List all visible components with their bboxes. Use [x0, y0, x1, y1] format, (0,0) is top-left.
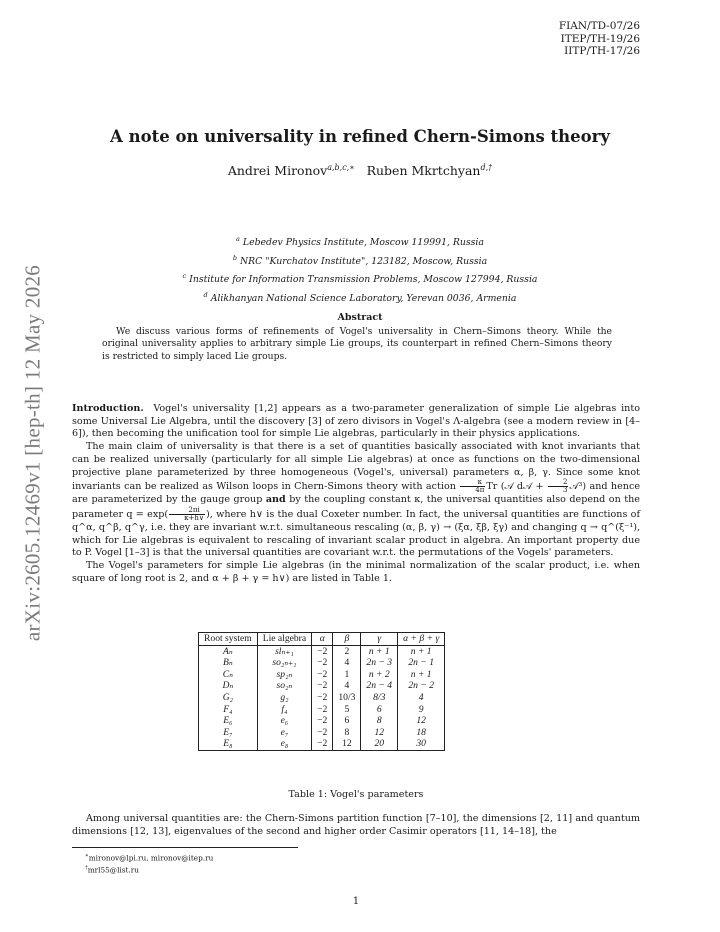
paragraph-text: Vogel's universality [1,2] appears as a two-parameter generalization of simple Lie algebras into some Universal Lie Algebra, until the discovery [3] of zero divisors in Vogel's Λ-algebra (see a modern review in [4–6]), then becoming the unification tool for simple Lie algebras, particularly in their physics applications.	[72, 403, 640, 440]
table-row	[199, 669, 445, 681]
table-cell: 1	[333, 669, 361, 681]
preprint-numbers	[559, 20, 640, 58]
table-cell: so₂ₙ	[257, 680, 311, 692]
paragraph-text: , where h∨ is the dual Coxeter number. In fact, the universal quantities are functions of q^α, q^β, q^γ, i.e. they are invariant w.r.t. simultaneous rescaling (α, β, γ) → (ξα, ξβ, ξγ) and changing q → q^(ξ⁻¹), which for Lie algebras is equivalent to rescaling of invariant scalar product in algebra. An important property due to P. Vogel [1–3] is that the universal quantities are covariant w.r.t. the permutations of the Vogels' parameters.	[72, 508, 640, 559]
fraction-q	[169, 507, 205, 522]
emphasis: and	[265, 494, 286, 506]
affiliation-mark: a	[236, 235, 240, 243]
table-cell: G₂	[199, 692, 258, 704]
table-cell: 8	[333, 727, 361, 739]
frac-numerator: 2	[548, 479, 568, 487]
table-cell: E₈	[199, 738, 258, 750]
page-number: 1	[352, 896, 360, 907]
table-cell: Dₙ	[199, 680, 258, 692]
table-cell: −2	[312, 645, 333, 657]
frac-denominator: κ+h∨	[184, 513, 205, 522]
table-cell: n + 1	[361, 645, 398, 657]
affiliations	[0, 232, 720, 307]
affiliation-line	[0, 232, 720, 251]
preprint-id: ITEP/TH-19/26	[560, 32, 640, 45]
table-cell: n + 1	[398, 645, 445, 657]
table-cell: e₇	[257, 727, 311, 739]
table-row	[199, 727, 445, 739]
frac-denominator: 4π	[475, 486, 485, 495]
preprint-id: FIAN/TD-07/26	[558, 20, 640, 32]
table-cell: n + 1	[398, 669, 445, 681]
intro-paragraph	[72, 403, 640, 441]
frac-numerator: κ	[460, 479, 485, 487]
affiliation-text: Alikhanyan National Science Laboratory, Yerevan 0036, Armenia	[210, 293, 517, 305]
table-cell: 12	[398, 715, 445, 727]
table-cell: slₙ₊₁	[257, 645, 311, 657]
abstract-heading: Abstract	[337, 312, 383, 323]
table-cell: −2	[312, 704, 333, 716]
paper-title: A note on universality in refined Chern-Simons theory	[110, 127, 610, 146]
affiliation-line	[0, 251, 720, 270]
table-cell: 4	[333, 657, 361, 669]
table-cell: Bₙ	[199, 657, 258, 669]
introduction-section	[72, 403, 640, 585]
table-cell: 5	[333, 704, 361, 716]
column-header: γ	[361, 633, 398, 646]
paragraph-text: by the coupling constant κ, the universal quantities also depend on the parameter q = exp	[72, 494, 640, 520]
table-cell: E₆	[199, 715, 258, 727]
column-header: Lie algebra	[257, 633, 311, 646]
section-heading: Introduction.	[72, 403, 144, 414]
footnote	[85, 863, 213, 875]
author-affiliation-marks: d,†	[480, 163, 493, 172]
abstract-text: We discuss various forms of refinements of Vogel's universality in Chern–Simons theory. While the original universality applies to arbitrary simple Lie groups, its counterpart in refined Chern–Simons theory is restricted to simply laced Lie groups.	[102, 326, 612, 362]
table-cell: Aₙ	[199, 645, 258, 657]
footnote-text: mrl55@list.ru	[87, 865, 139, 875]
table-cell: 2n − 2	[398, 680, 445, 692]
table-row	[199, 738, 445, 750]
footnote-text: mironov@lpi.ru, mironov@itep.ru	[88, 853, 214, 863]
vogel-parameters-table	[198, 632, 445, 751]
column-header: Root system	[199, 633, 258, 646]
table-cell: 2	[333, 645, 361, 657]
intro-paragraph: The Vogel's parameters for simple Lie algebras (in the minimal normalization of the scalar product, i.e. when square of long root is 2, and α + β + γ = h∨) are listed in Table 1.	[72, 560, 640, 584]
table-cell: Cₙ	[199, 669, 258, 681]
footnote-mark: ∗	[85, 853, 89, 859]
table-cell: 6	[361, 704, 398, 716]
paragraph-text: 𝒜³) and hence are parameterized by the gauge group	[72, 481, 640, 506]
arxiv-stamp-text: arXiv:2605.12469v1 [hep-th] 12 May 2026	[20, 264, 45, 641]
affiliation-mark: d	[203, 291, 208, 300]
frac-numerator: 2πi	[169, 507, 205, 515]
table-cell: 6	[333, 715, 361, 727]
author-line	[0, 163, 720, 178]
table-row	[199, 704, 445, 716]
table-row	[199, 715, 445, 727]
table-cell: f₄	[257, 704, 311, 716]
table-cell: −2	[312, 669, 333, 681]
author-name: Ruben Mkrtchyan	[366, 163, 481, 179]
table-cell: sp₂ₙ	[257, 669, 311, 681]
table-cell: F₄	[199, 704, 258, 716]
table-cell: −2	[312, 738, 333, 750]
table-cell: 12	[361, 727, 398, 739]
table-cell: n + 2	[361, 669, 398, 681]
column-header: β	[333, 633, 361, 646]
table-caption: Table 1: Vogel's parameters	[288, 789, 424, 800]
table-cell: g₂	[257, 692, 311, 704]
table-cell: 2n − 4	[361, 680, 398, 692]
footnote-mark: †	[85, 865, 88, 872]
author-name: Andrei Mironov	[227, 163, 328, 179]
affiliation-text: Lebedev Physics Institute, Moscow 119991, Russia	[242, 237, 484, 249]
footnotes	[85, 851, 213, 876]
affiliation-mark: b	[232, 253, 238, 262]
table-cell: 8	[361, 715, 398, 727]
fraction-two-thirds	[548, 479, 568, 494]
table-row	[199, 645, 445, 657]
table-cell: −2	[312, 715, 333, 727]
frac-denominator: 3	[562, 486, 568, 495]
footnote-rule	[72, 847, 298, 848]
footnote	[85, 851, 213, 863]
table-cell: 20	[361, 738, 398, 750]
affiliation-line	[0, 269, 720, 288]
table-cell: 30	[398, 738, 445, 750]
table-cell: E₇	[199, 727, 258, 739]
table-row	[199, 680, 445, 692]
affiliation-mark: c	[182, 272, 187, 281]
table-cell: 4	[398, 692, 445, 704]
table-cell: e₆	[257, 715, 311, 727]
paragraph-text: Among universal quantities are: the Chern-Simons partition function [7–10], the dimensions [2, 11] and quantum dimensions [12, 13], eigenvalues of the second and higher order Casimir operators [11, 14–18], the	[72, 813, 640, 837]
paragraph-text: Tr (𝒜 d𝒜 +	[486, 481, 544, 493]
table-cell: 2n − 1	[398, 657, 445, 669]
table-cell: so₂ₙ₊₁	[257, 657, 311, 669]
table-cell: 8/3	[361, 692, 398, 704]
preprint-id: IITP/TH-17/26	[564, 45, 640, 57]
table-cell: 2n − 3	[361, 657, 398, 669]
table-cell: 4	[333, 680, 361, 692]
table-cell: 10/3	[333, 692, 361, 704]
column-header: α	[312, 633, 333, 646]
affiliation-text: Institute for Information Transmission Problems, Moscow 127994, Russia	[189, 274, 538, 286]
intro-paragraph: The main claim of universality is that there is a set of quantities basically associated with knot invariants that can be realized universally (particularly for all simple Lie algebras) at once as functions on the two-dimensional projective plane parameterized by three homogeneous (Vogel's, universal) parameters α, β, γ. Since some knot invariants can be realized as Wilson loops in Chern-Simons theory with action $\frac{\kappa}{4\pi}$ Tr (𝒜 d𝒜 + $\frac{2}{3}$ 𝒜³) and hence are parameterized by the gauge group and by the coupling constant κ, the universal quantities also depend on the parameter q = exp( $\frac{2\pi i}{\kappa+h\vee}$ ), where h∨ is the dual Coxeter number. In fact, the universal quantities are functions of q^α, q^β, q^γ, i.e. they are invariant w.r.t. simultaneous rescaling (α, β, γ) → (ξα, ξβ, ξγ) and changing q → q^(ξ⁻¹), which for Lie algebras is equivalent to rescaling of invariant scalar product in algebra. An important property due to P. Vogel [1–3] is that the universal quantities are covariant w.r.t. the permutations of the Vogels' parameters.	[72, 441, 640, 559]
table-header-row	[199, 633, 445, 646]
table-cell: 18	[398, 727, 445, 739]
table-cell: 9	[398, 704, 445, 716]
column-header: α + β + γ	[398, 633, 445, 646]
paragraph-text: The main claim of universality is that there is a set of quantities basically associated with knot invariants that can be realized universally (particularly for all simple Lie algebras) at once as functions on the two-dimensional projective plane parameterized by three homogeneous (Vogel's, universal) parameters α, β, γ. Since some knot invariants can be realized as Wilson loops in Chern-Simons theory with action	[72, 441, 640, 493]
table-cell: −2	[312, 657, 333, 669]
table-row	[199, 657, 445, 669]
table-cell: 12	[333, 738, 361, 750]
author-affiliation-marks: a,b,c,∗	[327, 163, 355, 172]
table-cell: −2	[312, 727, 333, 739]
table-cell: −2	[312, 680, 333, 692]
table-row	[199, 692, 445, 704]
affiliation-text: NRC "Kurchatov Institute", 123182, Moscow, Russia	[240, 255, 488, 267]
after-table-paragraph	[72, 813, 640, 838]
table-cell: −2	[312, 692, 333, 704]
table-cell: e₈	[257, 738, 311, 750]
fraction-kappa	[460, 479, 485, 494]
affiliation-line	[0, 288, 720, 307]
